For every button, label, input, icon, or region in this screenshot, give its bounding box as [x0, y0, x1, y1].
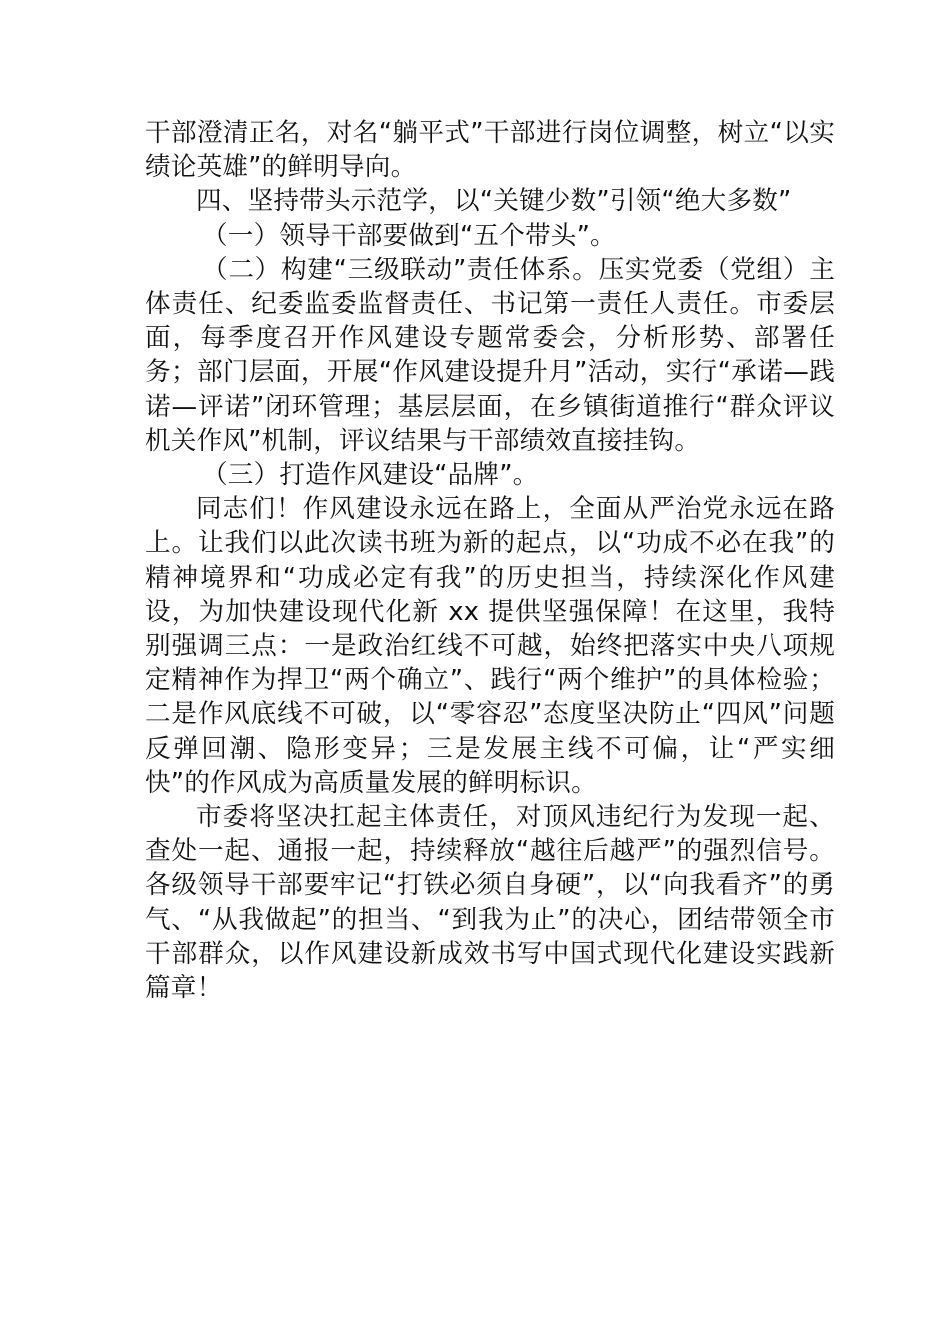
- section-heading-four: 四、坚持带头示范学，以“关键少数”引领“绝大多数”: [196, 186, 792, 217]
- paragraph-continuation: 干部澄清正名，对名“躺平式”干部进行岗位调整，树立“以实绩论英雄”的鲜明导向。: [145, 118, 835, 183]
- paragraph-three-level-linkage: （二）构建“三级联动”责任体系。压实党委（党组）主体责任、纪委监委监督责任、书记第一责任人责任。市委层面，每季度召开作风建设专题常委会，分析形势、部署任务；部门层面，开展“作风建设提升月”活动，实行“承诺—践诺—评诺”闭环管理；基层层面，在乡镇街道推行“群众评议机关作风”机制，评议结果与干部绩效直接挂钩。: [145, 254, 835, 456]
- paragraph-closing: 市委将坚决扛起主体责任，对顶风违纪行为发现一起、查处一起、通报一起，持续释放“越往后越严”的强烈信号。各级领导干部要牢记“打铁必须自身硬”，以“向我看齐”的勇气、“从我做起”的担当、“到我为止”的决心，团结带领全市干部群众，以作风建设新成效书写中国式现代化建设实践新篇章！: [145, 802, 835, 1004]
- paragraph-comrades: 同志们！作风建设永远在路上，全面从严治党永远在路上。让我们以此次读书班为新的起点，以“功成不必在我”的精神境界和“功成必定有我”的历史担当，持续深化作风建设，为加快建设现代化新 xx 提供坚强保障！在这里，我特别强调三点：一是政治红线不可越，始终把落实中央八项规定精神作为捍卫“两个确立”、践行“两个维护”的具体检验；二是作风底线不可破，以“零容忍”态度坚决防止“四风”问题反弹回潮、隐形变异；三是发展主线不可偏，让“严实细快”的作风成为高质量发展的鲜明标识。: [145, 494, 835, 798]
- subheading-three: （三）打造作风建设“品牌”。: [202, 460, 539, 491]
- document-body: [145, 116, 835, 1005]
- subheading-one: （一）领导干部要做到“五个带头”。: [202, 220, 616, 251]
